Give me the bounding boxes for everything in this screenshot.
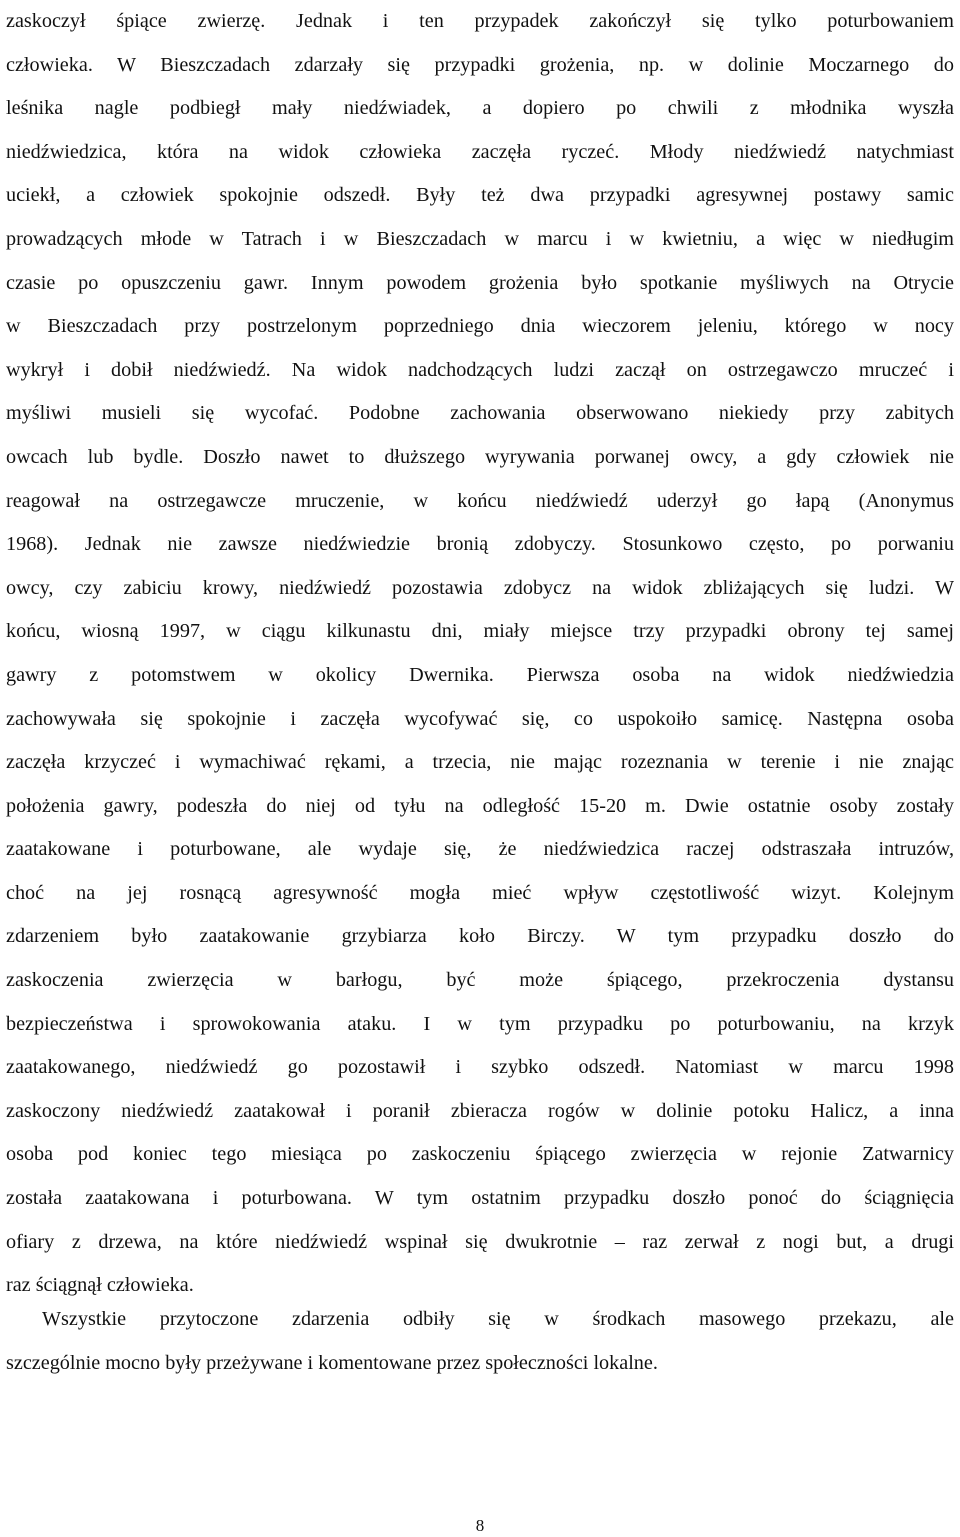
text-line: reagował na ostrzegawcze mruczenie, w końcu niedźwiedź uderzył go łapą (Anonymus bbox=[6, 489, 954, 512]
text-line: zaczęła krzyczeć i wymachiwać rękami, a trzecia, nie mając rozeznania w terenie i nie znając bbox=[6, 751, 954, 774]
text-line: gawry z potomstwem w okolicy Dwernika. Pierwsza osoba na widok niedźwiedzia bbox=[6, 663, 954, 686]
text-line: wykrył i dobił niedźwiedź. Na widok nadchodzących ludzi zaczął on ostrzegawczo mruczeć i bbox=[6, 358, 954, 381]
page-number: 8 bbox=[475, 1516, 485, 1535]
text-line: prowadzących młode w Tatrach i w Bieszczadach w marcu i w kwietniu, a więc w niedługim bbox=[6, 227, 954, 250]
paragraph-1 bbox=[6, 0, 954, 1308]
text-line: 1968). Jednak nie zawsze niedźwiedzie bronią zdobyczy. Stosunkowo często, po porwaniu bbox=[6, 533, 954, 556]
text-line: w Bieszczadach przy postrzelonym poprzedniego dnia wieczorem jeleniu, którego w nocy bbox=[6, 315, 954, 338]
text-line: zaskoczony niedźwiedź zaatakował i poranił zbieracza rogów w dolinie potoku Halicz, a inna bbox=[6, 1099, 954, 1122]
text-line: leśnika nagle podbiegł mały niedźwiadek, a dopiero po chwili z młodnika wyszła bbox=[6, 97, 954, 120]
text-line: choć na jej rosnącą agresywność mogła mieć wpływ częstotliwość wizyt. Kolejnym bbox=[6, 881, 954, 904]
text-line: czasie po opuszczeniu gawr. Innym powodem grożenia było spotkanie myśliwych na Otrycie bbox=[6, 271, 954, 294]
text-line: raz ściągnął człowieka. bbox=[6, 1274, 194, 1297]
text-line: końcu, wiosną 1997, w ciągu kilkunastu dni, miały miejsce trzy przypadki obrony tej samej bbox=[6, 620, 954, 643]
text-line: myśliwi musieli się wycofać. Podobne zachowania obserwowano niekiedy przy zabitych bbox=[6, 402, 954, 425]
text-line: zaatakowane i poturbowane, ale wydaje się, że niedźwiedzica raczej odstraszała intruzów, bbox=[6, 838, 954, 861]
text-line: zaskoczenia zwierzęcia w barłogu, być może śpiącego, przekroczenia dystansu bbox=[6, 969, 954, 992]
paragraph-2 bbox=[6, 1298, 954, 1385]
text-line: szczególnie mocno były przeżywane i komentowane przez społeczności lokalne. bbox=[6, 1351, 658, 1374]
text-line: ofiary z drzewa, na które niedźwiedź wspinał się dwukrotnie – raz zerwał z nogi but, a drugi bbox=[6, 1230, 954, 1253]
text-line: Wszystkie przytoczone zdarzenia odbiły się w środkach masowego przekazu, ale bbox=[42, 1308, 954, 1330]
text-line: została zaatakowana i poturbowana. W tym ostatnim przypadku doszło ponoć do ściągnięcia bbox=[6, 1187, 954, 1210]
text-line: owcach lub bydle. Doszło nawet to dłuższego wyrywania porwanej owcy, a gdy człowiek nie bbox=[6, 445, 954, 468]
text-line: zdarzeniem było zaatakowanie grzybiarza koło Birczy. W tym przypadku doszło do bbox=[6, 925, 954, 948]
text-line: bezpieczeństwa i sprowokowania ataku. I w tym przypadku po poturbowaniu, na krzyk bbox=[6, 1012, 954, 1035]
text-line: człowieka. W Bieszczadach zdarzały się przypadki grożenia, np. w dolinie Moczarnego do bbox=[6, 53, 954, 76]
text-line: zaskoczył śpiące zwierzę. Jednak i ten przypadek zakończył się tylko poturbowaniem bbox=[6, 10, 954, 32]
text-line: owcy, czy zabiciu krowy, niedźwiedź pozostawia zdobycz na widok zbliżających się ludzi. W bbox=[6, 576, 954, 599]
text-line: położenia gawry, podeszła do niej od tyłu na odległość 15-20 m. Dwie ostatnie osoby zostały bbox=[6, 794, 954, 817]
text-line: niedźwiedzica, która na widok człowieka zaczęła ryczeć. Młody niedźwiedź natychmiast bbox=[6, 140, 954, 163]
text-line: uciekł, a człowiek spokojnie odszedł. Były też dwa przypadki agresywnej postawy samic bbox=[6, 184, 954, 207]
text-line: zachowywała się spokojnie i zaczęła wycofywać się, co uspokoiło samicę. Następna osoba bbox=[6, 707, 954, 730]
text-line: zaatakowanego, niedźwiedź go pozostawił i szybko odszedł. Natomiast w marcu 1998 bbox=[6, 1056, 954, 1079]
text-line: osoba pod koniec tego miesiąca po zaskoczeniu śpiącego zwierzęcia w rejonie Zatwarnicy bbox=[6, 1143, 954, 1166]
